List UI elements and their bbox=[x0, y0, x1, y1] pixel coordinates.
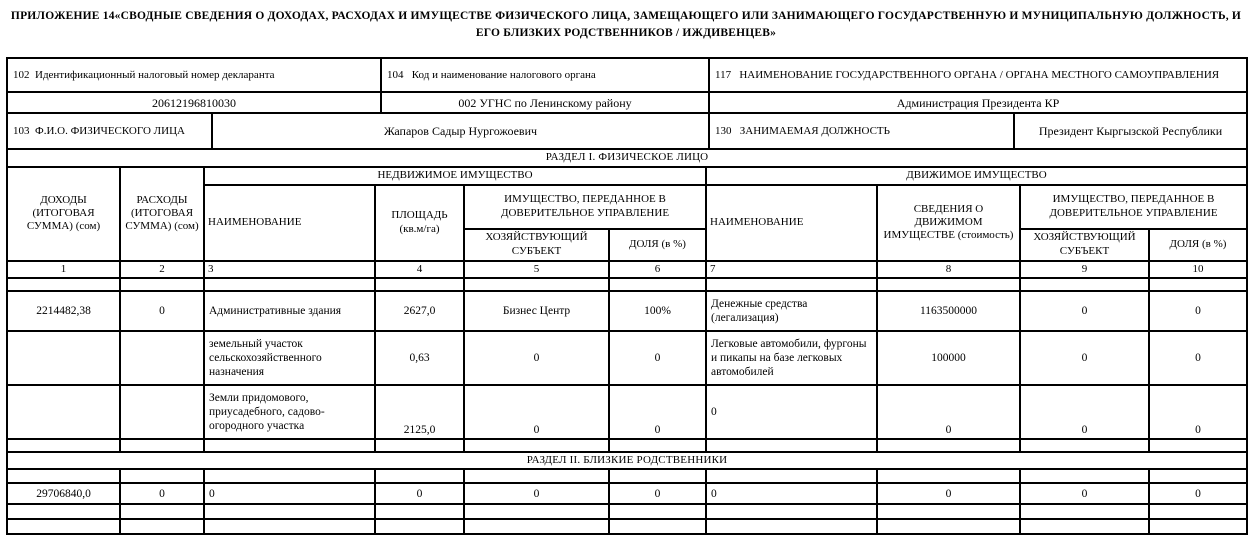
column-number-cell: 2 bbox=[120, 261, 204, 278]
data-cell: 0 bbox=[120, 291, 204, 331]
header-name-movable: НАИМЕНОВАНИЕ bbox=[706, 185, 877, 261]
header-group-immovable: НЕДВИЖИМОЕ ИМУЩЕСТВО bbox=[204, 167, 706, 185]
field-104-label: 104 Код и наименование налогового органа bbox=[381, 58, 709, 92]
data-cell bbox=[464, 278, 609, 291]
data-cell bbox=[120, 504, 204, 519]
declarant-name-table bbox=[6, 112, 1248, 150]
declarant-header-table bbox=[6, 57, 1248, 114]
data-cell: Бизнес Центр bbox=[464, 291, 609, 331]
data-cell bbox=[1020, 519, 1149, 534]
declaration-table bbox=[6, 148, 1248, 535]
data-cell: Денежные средства (легализация) bbox=[706, 291, 877, 331]
data-cell bbox=[120, 439, 204, 452]
data-cell: 0 bbox=[1149, 331, 1247, 385]
field-102-label: 102 Идентификационный налоговый номер декларанта bbox=[7, 58, 381, 92]
field-130-value: Президент Кыргызской Республики bbox=[1014, 113, 1247, 149]
data-cell: 100% bbox=[609, 291, 706, 331]
data-cell: Земли придомового, приусадебного, садово-огородного участка bbox=[204, 385, 375, 439]
data-cell bbox=[204, 469, 375, 483]
section2-title: РАЗДЕЛ II. БЛИЗКИЕ РОДСТВЕННИКИ bbox=[7, 452, 1247, 469]
data-cell bbox=[706, 469, 877, 483]
field-102-value: 20612196810030 bbox=[7, 92, 381, 113]
header-entity-immovable: ХОЗЯЙСТВУЮЩИЙ СУБЪЕКТ bbox=[464, 229, 609, 261]
field-117-value: Администрация Президента КР bbox=[709, 92, 1247, 113]
table-row bbox=[7, 483, 1247, 504]
header-name-immovable: НАИМЕНОВАНИЕ bbox=[204, 185, 375, 261]
data-cell bbox=[1149, 469, 1247, 483]
data-cell bbox=[706, 439, 877, 452]
header-share-immovable: ДОЛЯ (в %) bbox=[609, 229, 706, 261]
data-cell bbox=[7, 331, 120, 385]
spacer-row bbox=[7, 469, 1247, 483]
header-share-movable: ДОЛЯ (в %) bbox=[1149, 229, 1247, 261]
data-cell bbox=[120, 385, 204, 439]
data-cell: 0 bbox=[1020, 291, 1149, 331]
data-cell: 100000 bbox=[877, 331, 1020, 385]
data-cell bbox=[877, 504, 1020, 519]
column-number-cell: 6 bbox=[609, 261, 706, 278]
section2-header-row bbox=[7, 452, 1247, 469]
header-trust-immovable: ИМУЩЕСТВО, ПЕРЕДАННОЕ В ДОВЕРИТЕЛЬНОЕ УПРАВЛЕНИЕ bbox=[464, 185, 706, 229]
field-103-value: Жапаров Садыр Нургожоевич bbox=[212, 113, 709, 149]
spacer-row bbox=[7, 504, 1247, 519]
data-cell bbox=[1020, 469, 1149, 483]
data-cell bbox=[877, 439, 1020, 452]
data-cell: 29706840,0 bbox=[7, 483, 120, 504]
data-cell: 2627,0 bbox=[375, 291, 464, 331]
data-cell bbox=[120, 519, 204, 534]
column-number-cell: 10 bbox=[1149, 261, 1247, 278]
section1-header-row bbox=[7, 149, 1247, 166]
column-number-cell: 3 bbox=[204, 261, 375, 278]
data-cell bbox=[120, 469, 204, 483]
column-number-cell: 9 bbox=[1020, 261, 1149, 278]
spacer-row bbox=[7, 278, 1247, 291]
data-cell bbox=[1149, 278, 1247, 291]
data-cell bbox=[204, 278, 375, 291]
data-cell bbox=[120, 278, 204, 291]
data-cell: 0 bbox=[609, 483, 706, 504]
data-cell: 0 bbox=[877, 385, 1020, 439]
document-title: ПРИЛОЖЕНИЕ 14«СВОДНЫЕ СВЕДЕНИЯ О ДОХОДАХ, РАСХОДАХ И ИМУЩЕСТВЕ ФИЗИЧЕСКОГО ЛИЦА, ЗАМЕЩАЮЩЕГО ИЛИ ЗАНИМАЮЩЕГО ГОСУДАРСТВЕННУЮ И МУНИЦИПАЛЬНУЮ ДОЛЖНОСТЬ, И ЕГО БЛИЗКИХ РОДСТВЕННИКОВ / ИЖДИВЕНЦЕВ» bbox=[10, 10, 1242, 39]
data-cell bbox=[464, 519, 609, 534]
data-cell: 1163500000 bbox=[877, 291, 1020, 331]
data-cell bbox=[375, 439, 464, 452]
data-cell: 0 bbox=[464, 483, 609, 504]
data-cell: Административные здания bbox=[204, 291, 375, 331]
data-cell: 0 bbox=[464, 331, 609, 385]
data-cell: 0 bbox=[1020, 331, 1149, 385]
column-number-cell: 1 bbox=[7, 261, 120, 278]
data-cell bbox=[375, 519, 464, 534]
data-cell: 0 bbox=[609, 385, 706, 439]
data-cell bbox=[609, 469, 706, 483]
table-row bbox=[7, 385, 1247, 439]
spacer-row bbox=[7, 519, 1247, 534]
header-income: ДОХОДЫ (ИТОГОВАЯ СУММА) (сом) bbox=[7, 167, 120, 261]
data-cell bbox=[706, 278, 877, 291]
data-cell bbox=[877, 519, 1020, 534]
field-103-label: 103 Ф.И.О. ФИЗИЧЕСКОГО ЛИЦА bbox=[7, 113, 212, 149]
data-cell bbox=[7, 469, 120, 483]
declarant-name-row bbox=[7, 113, 1247, 149]
data-cell bbox=[464, 439, 609, 452]
data-cell bbox=[609, 504, 706, 519]
data-cell bbox=[204, 519, 375, 534]
column-number-cell: 5 bbox=[464, 261, 609, 278]
data-cell: 0 bbox=[877, 483, 1020, 504]
data-cell bbox=[877, 278, 1020, 291]
data-cell: 0 bbox=[464, 385, 609, 439]
table-row bbox=[7, 291, 1247, 331]
data-cell bbox=[1149, 439, 1247, 452]
data-cell: 0 bbox=[375, 483, 464, 504]
column-number-cell: 4 bbox=[375, 261, 464, 278]
data-cell bbox=[609, 439, 706, 452]
data-cell: 0 bbox=[1149, 291, 1247, 331]
header-group-movable: ДВИЖИМОЕ ИМУЩЕСТВО bbox=[706, 167, 1247, 185]
data-cell: 0 bbox=[706, 483, 877, 504]
data-cell bbox=[7, 439, 120, 452]
data-cell bbox=[1149, 504, 1247, 519]
column-numbers-row bbox=[7, 261, 1247, 278]
field-117-label: 117 НАИМЕНОВАНИЕ ГОСУДАРСТВЕННОГО ОРГАНА / ОРГАНА МЕСТНОГО САМОУПРАВЛЕНИЯ bbox=[709, 58, 1247, 92]
data-cell bbox=[204, 439, 375, 452]
header-area: ПЛОЩАДЬ (кв.м/га) bbox=[375, 185, 464, 261]
data-cell bbox=[1020, 439, 1149, 452]
data-cell: 0 bbox=[706, 385, 877, 439]
data-cell bbox=[609, 519, 706, 534]
field-130-label: 130 ЗАНИМАЕМАЯ ДОЛЖНОСТЬ bbox=[709, 113, 1014, 149]
header-group-row bbox=[7, 167, 1247, 185]
data-cell bbox=[706, 504, 877, 519]
data-cell bbox=[375, 278, 464, 291]
data-cell: 0 bbox=[609, 331, 706, 385]
data-cell: Легковые автомобили, фургоны и пикапы на базе легковых автомобилей bbox=[706, 331, 877, 385]
data-cell bbox=[609, 278, 706, 291]
data-cell bbox=[375, 504, 464, 519]
data-cell: 2125,0 bbox=[375, 385, 464, 439]
header-movable-info: СВЕДЕНИЯ О ДВИЖИМОМ ИМУЩЕСТВЕ (стоимость) bbox=[877, 185, 1020, 261]
data-cell bbox=[1020, 278, 1149, 291]
data-cell bbox=[1149, 519, 1247, 534]
data-cell: 0 bbox=[1020, 385, 1149, 439]
header-entity-movable: ХОЗЯЙСТВУЮЩИЙ СУБЪЕКТ bbox=[1020, 229, 1149, 261]
data-cell bbox=[204, 504, 375, 519]
data-cell: 0 bbox=[1149, 385, 1247, 439]
data-cell: 0 bbox=[1020, 483, 1149, 504]
header-expenses: РАСХОДЫ (ИТОГОВАЯ СУММА) (сом) bbox=[120, 167, 204, 261]
data-cell bbox=[464, 504, 609, 519]
data-cell: 0 bbox=[204, 483, 375, 504]
data-cell bbox=[375, 469, 464, 483]
column-number-cell: 8 bbox=[877, 261, 1020, 278]
declarant-values-row bbox=[7, 92, 1247, 113]
data-cell: 0 bbox=[120, 483, 204, 504]
data-cell bbox=[1020, 504, 1149, 519]
data-cell bbox=[464, 469, 609, 483]
data-cell bbox=[7, 504, 120, 519]
data-cell: 0,63 bbox=[375, 331, 464, 385]
data-cell bbox=[7, 385, 120, 439]
section1-title: РАЗДЕЛ I. ФИЗИЧЕСКОЕ ЛИЦО bbox=[7, 149, 1247, 166]
data-cell bbox=[7, 278, 120, 291]
field-104-value: 002 УГНС по Ленинскому району bbox=[381, 92, 709, 113]
data-cell bbox=[7, 519, 120, 534]
data-cell: земельный участок сельскохозяйственного назначения bbox=[204, 331, 375, 385]
column-number-cell: 7 bbox=[706, 261, 877, 278]
declarant-labels-row bbox=[7, 58, 1247, 92]
data-cell: 0 bbox=[1149, 483, 1247, 504]
data-cell: 2214482,38 bbox=[7, 291, 120, 331]
header-trust-movable: ИМУЩЕСТВО, ПЕРЕДАННОЕ В ДОВЕРИТЕЛЬНОЕ УПРАВЛЕНИЕ bbox=[1020, 185, 1247, 229]
data-cell bbox=[877, 469, 1020, 483]
data-cell bbox=[120, 331, 204, 385]
data-cell bbox=[706, 519, 877, 534]
spacer-row bbox=[7, 439, 1247, 452]
table-row bbox=[7, 331, 1247, 385]
